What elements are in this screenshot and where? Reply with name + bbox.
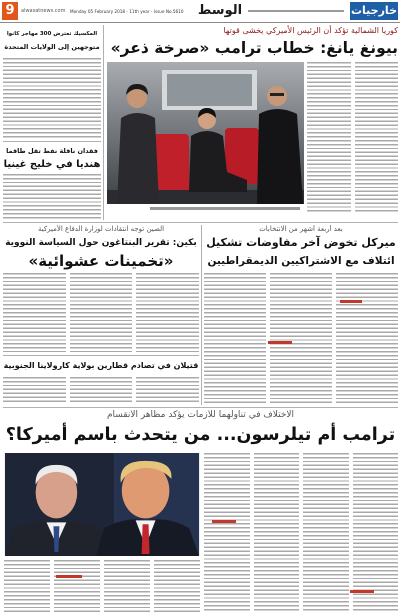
- sidebar-headline-1-line-2: متوجهين إلى الولايات المتحدة: [4, 43, 100, 51]
- body-text-column: [336, 273, 398, 404]
- lead-story-kicker: الاختلاف في تناولهما للأزمات يؤكد مظاهر الانقسام: [106, 410, 295, 420]
- sidebar-divider: [3, 141, 101, 142]
- sidebar-body-1: [3, 58, 101, 138]
- body-text-column: [70, 273, 133, 352]
- top-story-headline: بيونغ يانغ: خطاب ترامب «صرخة ذعر»: [110, 39, 398, 57]
- body-text-column: [136, 377, 199, 403]
- body-text-column: [270, 273, 332, 404]
- page-number: 9: [5, 3, 15, 18]
- train-window-glass: [167, 74, 252, 106]
- inline-subhead-marker: [340, 300, 362, 303]
- body-text-column: [303, 453, 349, 612]
- lead-story-body-bottom: [4, 560, 200, 612]
- person-left-body: [117, 113, 159, 204]
- train-photo: [107, 62, 304, 204]
- top-story-body: [307, 62, 398, 212]
- left-man-tie: [53, 526, 59, 552]
- sidebar-body-2: [3, 174, 101, 219]
- section-divider: [3, 407, 398, 408]
- inline-subhead-marker: [268, 341, 292, 344]
- photo-caption: [150, 207, 300, 210]
- person-right-body: [257, 109, 303, 204]
- page-number-box: [2, 2, 18, 20]
- china-story-body: [3, 273, 199, 352]
- china-story-headline-line-1: بكين: تقرير البنتاغون حول السياسة النووية: [5, 238, 197, 248]
- top-story-kicker: كوريا الشمالية تؤكد أن الرئيس الأميركي يخشى قوتها: [223, 26, 398, 35]
- english-dateline: Monday 05 February 2018 - 11th year - Issue No.5610: [70, 9, 184, 14]
- body-text-column: [353, 453, 399, 612]
- person-right-glasses: [270, 93, 284, 96]
- newspaper-logo: الوسط: [197, 3, 243, 18]
- sidebar-headline-2-line-1: فقدان ناقلة نفط تقل طاقما: [6, 147, 98, 155]
- body-text-column: [204, 273, 266, 404]
- china-story-kicker: الصين توجه انتقادات لوزارة الدفاع الأميركية: [37, 225, 165, 233]
- body-text-column: [254, 453, 300, 612]
- website-url: alwasatnews.com: [21, 8, 66, 14]
- body-text-column: [136, 273, 199, 352]
- body-text-column: [4, 560, 50, 612]
- body-text-column: [3, 174, 101, 219]
- lead-story-headline: ترامب أم تيلرسون... من يتحدث باسم أميركا؟: [5, 425, 396, 445]
- section-label: خارجيات: [351, 4, 397, 17]
- body-text-column: [3, 377, 66, 403]
- merkel-story-headline-line-1: ميركل تخوض آخر مفاوضات تشكيل: [206, 236, 396, 249]
- merkel-story-headline-line-2: ائتلاف مع الاشتراكيين الديمقراطيين: [207, 255, 395, 267]
- train-story-headline: قتيلان في تصادم قطارين بولاية كارولاينا الجنوبية: [3, 361, 199, 370]
- body-text-column: [54, 560, 100, 612]
- body-text-column: [104, 560, 150, 612]
- section-tab: [350, 2, 398, 20]
- tillerson-trump-photo: [4, 453, 200, 556]
- train-story-body: [3, 377, 199, 403]
- inline-subhead-marker: [212, 520, 236, 523]
- inline-subhead-marker: [56, 575, 82, 578]
- inline-subhead-marker: [350, 590, 374, 593]
- body-text-column: [3, 273, 66, 352]
- lead-story-body-right: [204, 453, 398, 612]
- body-text-column: [154, 560, 200, 612]
- body-text-column: [204, 453, 250, 612]
- body-text-column: [3, 58, 101, 138]
- arabic-dateline: [248, 10, 344, 12]
- merkel-story-kicker: بعد أربعة أشهر من الانتخابات: [259, 225, 343, 233]
- sidebar-headline-2-line-2: هنديا في خليج غينيا: [3, 159, 101, 170]
- sidebar-headline-1-line-1: المكسيك تعترض 300 مهاجر كانوا: [6, 31, 98, 37]
- story-divider: [3, 355, 199, 356]
- column-divider: [201, 225, 202, 405]
- header-divider: [0, 22, 400, 23]
- right-man-tie: [142, 524, 150, 554]
- body-text-column: [70, 377, 133, 403]
- body-text-column: [307, 62, 351, 212]
- china-story-headline-line-2: «تخمينات عشوائية»: [28, 252, 174, 270]
- merkel-story-body: [204, 273, 398, 404]
- column-divider: [103, 25, 104, 220]
- body-text-column: [355, 62, 399, 212]
- section-divider: [3, 222, 398, 223]
